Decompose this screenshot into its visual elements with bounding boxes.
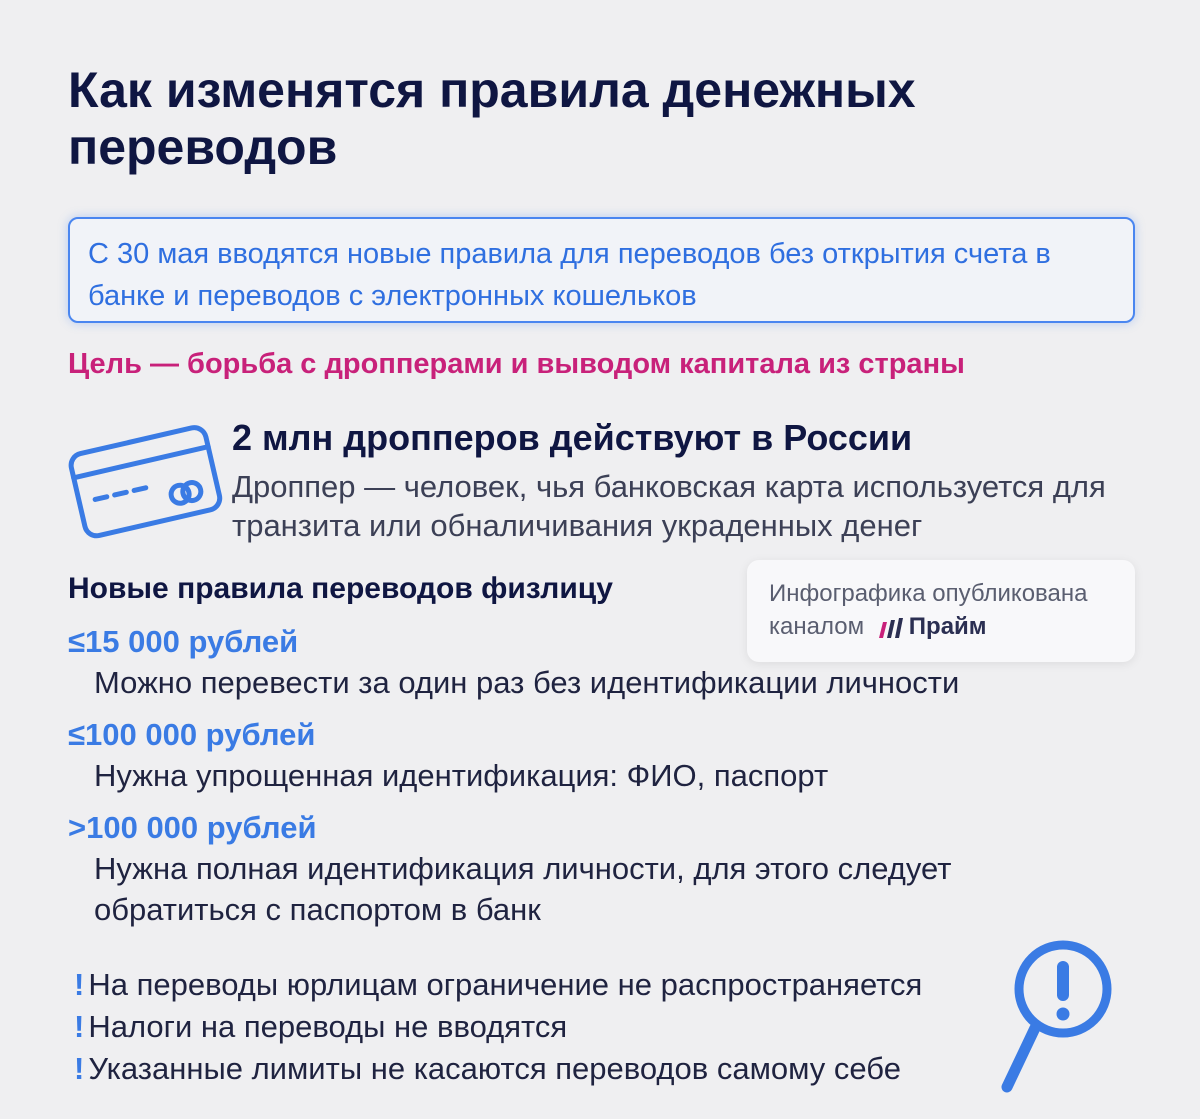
exclamation-icon: ! [74,1051,85,1086]
rules-heading: Новые правила переводов физлицу [68,572,613,605]
rule-limit: >100 000 рублей [68,810,317,845]
exclamation-icon: ! [74,1009,85,1044]
magnifier-exclamation-icon [995,935,1125,1100]
note-text: На переводы юрлицам ограничение не распространяется [88,967,923,1002]
rule-item [68,808,1028,930]
notice-line-1: Инфографика опубликована [769,580,1088,607]
brand-name: Прайм [908,613,987,640]
rule-description: Нужна упрощенная идентификация: ФИО, паспорт [94,758,829,793]
rule-description: Нужна полная идентификация личности, для этого следует обратиться с паспортом в банк [94,851,952,927]
notice-prefix: каналом [769,613,865,640]
rule-limit: ≤15 000 рублей [68,624,299,659]
droppers-title: 2 млн дропперов действуют в России [232,417,913,458]
intro-text: С 30 мая вводятся новые правила для переводов без открытия счета в банке и переводов с электронных кошельков [88,238,1051,312]
intro-box [68,217,1135,323]
note-text: Налоги на переводы не вводятся [88,1009,568,1044]
note-item [68,1048,922,1090]
page-title: Как изменятся правила денежных переводов [68,62,916,175]
rule-limit: ≤100 000 рублей [68,717,316,752]
droppers-description: Дроппер — человек, чья банковская карта используется для транзита или обналичивания украденных денег [232,469,1106,543]
rule-item [68,622,959,703]
notes-list [68,964,922,1090]
note-text: Указанные лимиты не касаются переводов самому себе [88,1051,901,1086]
goal-text: Цель — борьба с дропперами и выводом капитала из страны [68,348,965,380]
note-item [68,964,922,1006]
exclamation-icon: ! [74,967,85,1002]
rule-item [68,715,828,796]
rule-description: Можно перевести за один раз без идентификации личности [94,665,960,700]
note-item [68,1006,922,1048]
bank-card-icon [64,418,224,542]
